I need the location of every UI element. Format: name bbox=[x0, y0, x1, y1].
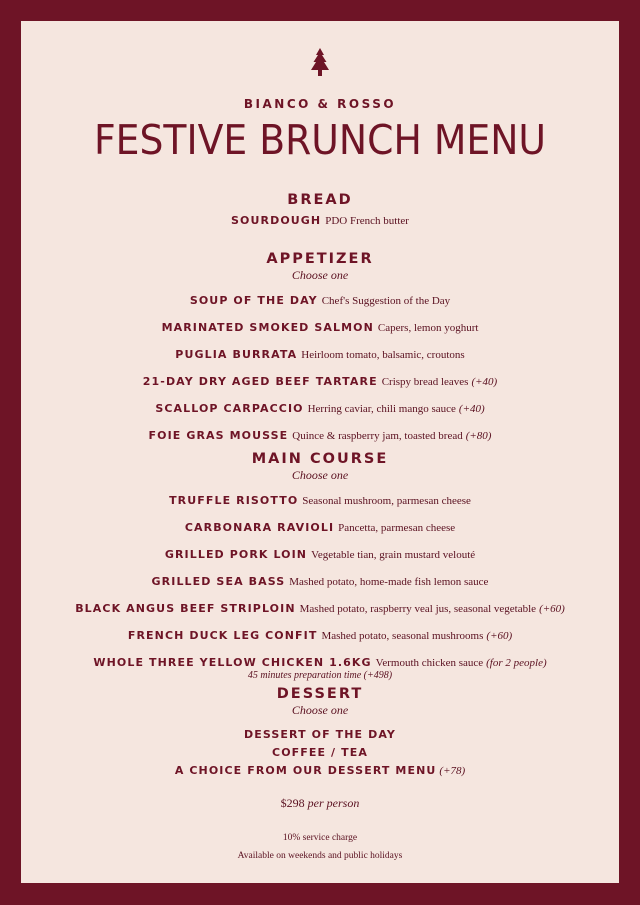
item-name: GRILLED PORK LOIN bbox=[164, 548, 308, 561]
section-title-appetizer: APPETIZER bbox=[266, 251, 374, 267]
menu-item bbox=[21, 341, 619, 368]
item-description: Capers, lemon yoghurt bbox=[377, 322, 479, 334]
item-name: PUGLIA BURRATA bbox=[175, 348, 298, 361]
menu-item bbox=[21, 368, 619, 395]
main-course-section bbox=[21, 450, 619, 682]
item-description: Chef's Suggestion of the Day bbox=[321, 295, 451, 307]
menu-item bbox=[21, 622, 619, 649]
item-name: COFFEE / TEA bbox=[272, 746, 368, 759]
service-charge-note: 10% service charge bbox=[282, 833, 358, 843]
dessert-item bbox=[21, 743, 619, 761]
item-description: Mashed potato, raspberry veal jus, seasonal vegetable bbox=[299, 603, 537, 615]
footer bbox=[21, 829, 619, 865]
item-description: Vermouth chicken sauce bbox=[375, 657, 484, 669]
preparation-note: 45 minutes preparation time (+498) bbox=[247, 670, 393, 681]
dessert-section bbox=[21, 685, 619, 780]
menu-item bbox=[21, 514, 619, 541]
item-price: (for 2 people) bbox=[486, 657, 547, 669]
dessert-item bbox=[21, 761, 619, 780]
menu-item bbox=[21, 287, 619, 314]
item-price: (+60) bbox=[486, 630, 513, 642]
bread-section bbox=[21, 191, 619, 232]
item-name: SCALLOP CARPACCIO bbox=[155, 402, 304, 415]
appetizer-section bbox=[21, 250, 619, 449]
item-name: FRENCH DUCK LEG CONFIT bbox=[127, 629, 318, 642]
item-price: (+40) bbox=[458, 403, 485, 415]
item-name: MARINATED SMOKED SALMON bbox=[161, 321, 374, 334]
menu-item bbox=[21, 422, 619, 449]
menu-card bbox=[21, 21, 619, 883]
dessert-item bbox=[21, 725, 619, 743]
price-unit: per person bbox=[307, 796, 360, 810]
menu-item bbox=[21, 209, 619, 232]
menu-item bbox=[21, 395, 619, 422]
menu-item bbox=[21, 314, 619, 341]
choose-one-note: Choose one bbox=[291, 703, 349, 717]
item-description: Vegetable tian, grain mustard velouté bbox=[311, 549, 476, 561]
menu-item bbox=[21, 595, 619, 622]
section-title-main-course: MAIN COURSE bbox=[251, 451, 389, 467]
price-per-person bbox=[21, 796, 619, 811]
section-title-dessert: DESSERT bbox=[276, 686, 364, 702]
item-name: A CHOICE FROM OUR DESSERT MENU bbox=[174, 764, 437, 777]
item-name: BLACK ANGUS BEEF STRIPLOIN bbox=[75, 602, 296, 615]
menu-item bbox=[21, 487, 619, 514]
item-name: CARBONARA RAVIOLI bbox=[184, 521, 335, 534]
price-amount: $298 bbox=[280, 796, 305, 810]
item-price: (+80) bbox=[465, 430, 492, 442]
item-price: (+60) bbox=[539, 603, 565, 615]
item-name: TRUFFLE RISOTTO bbox=[169, 494, 299, 507]
item-description: Mashed potato, home-made fish lemon sauce bbox=[289, 576, 489, 588]
item-name: DESSERT OF THE DAY bbox=[244, 728, 396, 741]
item-description: Seasonal mushroom, parmesan cheese bbox=[302, 495, 471, 507]
menu-title: FESTIVE BRUNCH MENU bbox=[93, 116, 547, 164]
choose-one-note: Choose one bbox=[291, 468, 349, 482]
item-description: Herring caviar, chili mango sauce bbox=[307, 403, 456, 415]
item-name: 21-DAY DRY AGED BEEF TARTARE bbox=[142, 375, 378, 388]
menu-item bbox=[21, 541, 619, 568]
restaurant-name: BIANCO & ROSSO bbox=[243, 97, 397, 111]
section-title-bread: BREAD bbox=[287, 192, 353, 208]
item-description: Pancetta, parmesan cheese bbox=[338, 522, 456, 534]
item-name: SOURDOUGH bbox=[231, 214, 322, 227]
item-description: Heirloom tomato, balsamic, croutons bbox=[301, 349, 465, 361]
item-name: SOUP OF THE DAY bbox=[189, 294, 318, 307]
item-description: Crispy bread leaves bbox=[381, 376, 469, 388]
menu-item bbox=[21, 568, 619, 595]
item-description: Mashed potato, seasonal mushrooms bbox=[321, 630, 484, 642]
item-price: (+40) bbox=[471, 376, 498, 388]
item-name: FOIE GRAS MOUSSE bbox=[148, 429, 289, 442]
christmas-tree-icon bbox=[309, 48, 331, 80]
choose-one-note: Choose one bbox=[291, 268, 349, 282]
item-price: (+78) bbox=[439, 765, 466, 777]
item-description: Quince & raspberry jam, toasted bread bbox=[292, 430, 463, 442]
item-name: WHOLE THREE YELLOW CHICKEN 1.6KG bbox=[93, 656, 372, 669]
item-name: GRILLED SEA BASS bbox=[151, 575, 286, 588]
item-description: PDO French butter bbox=[325, 215, 409, 227]
availability-note: Available on weekends and public holidays bbox=[237, 851, 403, 861]
